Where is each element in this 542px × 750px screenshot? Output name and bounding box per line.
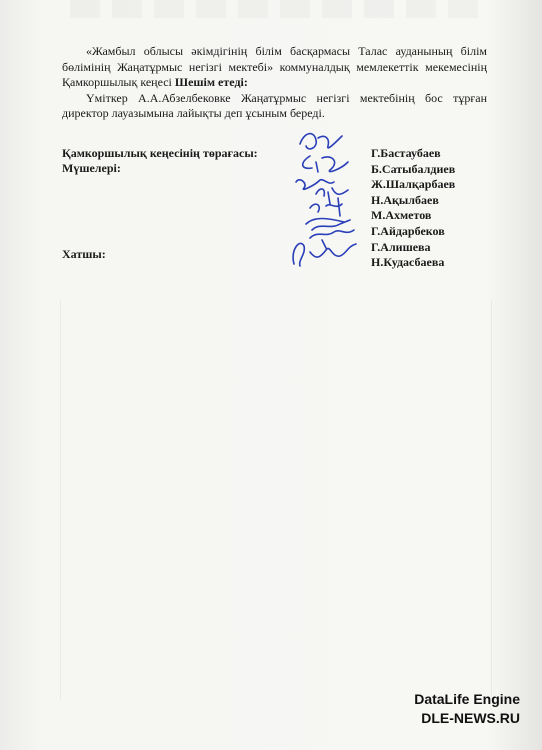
member-name: Н.Кудасбаева xyxy=(371,255,445,270)
member-name: Н.Ақылбаев xyxy=(371,192,439,207)
member-name: Г.Бастаубаев xyxy=(371,146,441,160)
signature-scribble xyxy=(310,198,342,216)
chair-label: Қамкоршылық кеңесінің төрағасы: xyxy=(62,146,258,160)
watermark-title: DataLife Engine xyxy=(414,691,520,707)
council-members-list xyxy=(371,146,455,271)
signature-scribble xyxy=(296,180,334,190)
signature-scribble xyxy=(306,219,350,231)
signature-scribble xyxy=(303,156,348,172)
recommendation-paragraph: Үміткер А.А.Абзелбековке Жаңатұрмыс негізгі мектебінің бос тұрған директор лауазымына лайықты деп ұсыным береді. xyxy=(62,90,487,120)
bleed-through-table xyxy=(60,300,492,700)
handwritten-signatures xyxy=(270,126,380,274)
scan-bleed-through xyxy=(70,0,490,18)
member-name: Г.Айдарбеков xyxy=(371,223,445,238)
signature-scribble xyxy=(310,230,354,248)
signature-scribble xyxy=(316,188,348,204)
watermark-url: DLE-NEWS.RU xyxy=(421,710,520,726)
resolution-paragraph: «Жамбыл облысы әкімдігінің білім басқармасы Талас ауданының білім бөлімінің Жаңатұрмыс негізгі мектебі» коммуналдық мемлекеттік мекемесінің Қамкоршылық кеңесі Шешім етеді: xyxy=(62,44,487,89)
member-name: Б.Сатыбалдиев xyxy=(371,161,456,176)
signature-scribble xyxy=(300,134,342,149)
member-name: М.Ахметов xyxy=(371,208,432,223)
member-name: Г.Алишева xyxy=(371,239,431,254)
member-name: Ж.Шалқарбаев xyxy=(371,177,456,192)
site-watermark xyxy=(414,690,520,728)
members-label: Мүшелері: xyxy=(62,161,121,175)
letter-body xyxy=(62,44,487,122)
secretary-label: Хатшы: xyxy=(62,247,106,261)
decision-label: Шешім етеді: xyxy=(174,75,248,89)
